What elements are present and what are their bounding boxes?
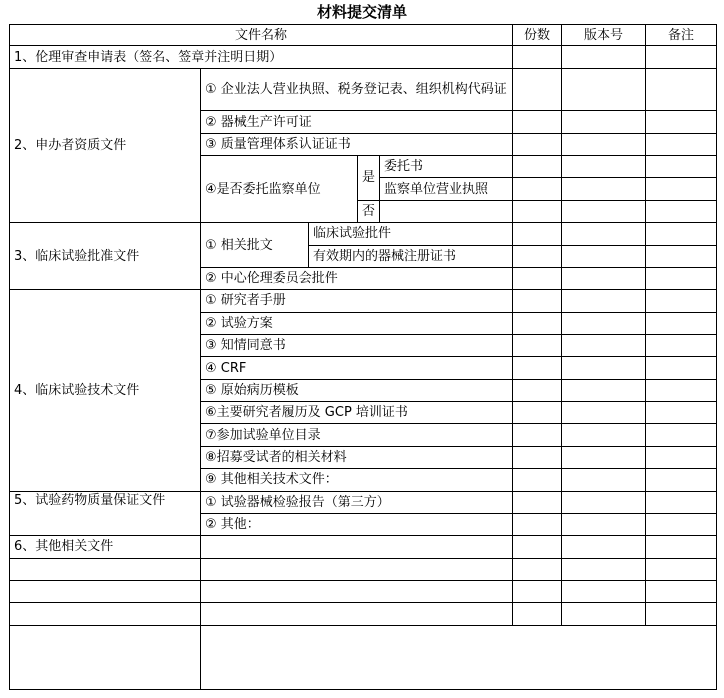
- copies-cell[interactable]: [513, 402, 562, 424]
- blank-cell[interactable]: [201, 536, 513, 558]
- version-cell[interactable]: [562, 357, 646, 379]
- remark-cell[interactable]: [646, 536, 717, 558]
- copies-cell[interactable]: [513, 245, 562, 267]
- blank-cell[interactable]: [201, 580, 513, 602]
- remark-cell[interactable]: [646, 335, 717, 357]
- sec4-item: ⑨ 其他相关技术文件：: [201, 469, 513, 491]
- entrust-label: ④是否委托监察单位: [201, 156, 358, 223]
- sec2-item: ③ 质量管理体系认证证书: [201, 133, 513, 155]
- copies-cell[interactable]: [513, 178, 562, 200]
- blank-cell[interactable]: [10, 558, 201, 580]
- copies-cell[interactable]: [513, 156, 562, 178]
- copies-cell[interactable]: [513, 357, 562, 379]
- version-cell[interactable]: [562, 536, 646, 558]
- version-cell[interactable]: [562, 290, 646, 312]
- remark-cell[interactable]: [646, 491, 717, 513]
- remark-cell[interactable]: [646, 223, 717, 245]
- header-copies: 份数: [513, 25, 562, 46]
- sec5-item: ② 其他：: [201, 513, 513, 535]
- version-cell[interactable]: [562, 335, 646, 357]
- copies-cell[interactable]: [513, 200, 562, 222]
- blank-cell[interactable]: [10, 603, 201, 625]
- header-version: 版本号: [562, 25, 646, 46]
- sec5-item: ① 试验器械检验报告（第三方）: [201, 491, 513, 513]
- ethics-approval: ② 中心伦理委员会批件: [201, 267, 513, 289]
- sec3-label: 3、临床试验批准文件: [10, 223, 201, 290]
- sec2-item: ② 器械生产许可证: [201, 111, 513, 133]
- blank-cell[interactable]: [201, 558, 513, 580]
- copies-cell[interactable]: [513, 111, 562, 133]
- version-cell[interactable]: [562, 603, 646, 625]
- remark-cell[interactable]: [646, 446, 717, 468]
- copies-cell[interactable]: [513, 558, 562, 580]
- sec1-label: 1、伦理审查申请表（签名、签章并注明日期）: [10, 46, 513, 68]
- remark-cell[interactable]: [646, 46, 717, 68]
- sec4-item: ⑦参加试验单位目录: [201, 424, 513, 446]
- entrust-yes-item: 委托书: [380, 156, 513, 178]
- sec4-item: ⑤ 原始病历模板: [201, 379, 513, 401]
- page-title: 材料提交清单: [316, 3, 407, 21]
- remark-cell[interactable]: [646, 357, 717, 379]
- version-cell[interactable]: [562, 379, 646, 401]
- submission-table: [9, 24, 717, 690]
- sec4-item: ③ 知情同意书: [201, 335, 513, 357]
- sec4-item: ② 试验方案: [201, 312, 513, 334]
- blank-cell[interactable]: [10, 580, 201, 602]
- sec4-item: ⑧招募受试者的相关材料: [201, 446, 513, 468]
- entrust-no-item[interactable]: [380, 200, 513, 222]
- sec4-item: ④ CRF: [201, 357, 513, 379]
- version-cell[interactable]: [562, 68, 646, 111]
- version-cell[interactable]: [562, 156, 646, 178]
- remark-cell[interactable]: [646, 379, 717, 401]
- approval-item: 临床试验批件: [309, 223, 513, 245]
- remark-cell[interactable]: [646, 312, 717, 334]
- remark-cell[interactable]: [646, 68, 717, 111]
- copies-cell[interactable]: [513, 335, 562, 357]
- approval-item: 有效期内的器械注册证书: [309, 245, 513, 267]
- remark-cell[interactable]: [646, 245, 717, 267]
- version-cell[interactable]: [562, 424, 646, 446]
- remark-cell[interactable]: [646, 558, 717, 580]
- copies-cell[interactable]: [513, 290, 562, 312]
- copies-cell[interactable]: [513, 68, 562, 111]
- copies-cell[interactable]: [513, 424, 562, 446]
- remark-cell[interactable]: [646, 424, 717, 446]
- blank-cell[interactable]: [10, 625, 201, 689]
- version-cell[interactable]: [562, 46, 646, 68]
- copies-cell[interactable]: [513, 379, 562, 401]
- sec2-label: 2、申办者资质文件: [10, 68, 201, 223]
- version-cell[interactable]: [562, 245, 646, 267]
- entrust-yes-item: 监察单位营业执照: [380, 178, 513, 200]
- copies-cell[interactable]: [513, 267, 562, 289]
- remark-cell[interactable]: [646, 133, 717, 155]
- version-cell[interactable]: [562, 580, 646, 602]
- remark-cell[interactable]: [646, 156, 717, 178]
- version-cell[interactable]: [562, 469, 646, 491]
- version-cell[interactable]: [562, 178, 646, 200]
- version-cell[interactable]: [562, 446, 646, 468]
- blank-cell[interactable]: [201, 603, 513, 625]
- sec4-item: ① 研究者手册: [201, 290, 513, 312]
- sec2-item: ① 企业法人营业执照、税务登记表、组织机构代码证: [201, 68, 513, 111]
- blank-cell[interactable]: [201, 625, 717, 689]
- remark-cell[interactable]: [646, 111, 717, 133]
- version-cell[interactable]: [562, 402, 646, 424]
- remark-cell[interactable]: [646, 290, 717, 312]
- approval-label: ① 相关批文: [201, 223, 309, 268]
- copies-cell[interactable]: [513, 513, 562, 535]
- copies-cell[interactable]: [513, 603, 562, 625]
- remark-cell[interactable]: [646, 513, 717, 535]
- sec4-item: ⑥主要研究者履历及 GCP 培训证书: [201, 402, 513, 424]
- entrust-yes: 是: [358, 156, 380, 201]
- copies-cell[interactable]: [513, 446, 562, 468]
- version-cell[interactable]: [562, 133, 646, 155]
- version-cell[interactable]: [562, 513, 646, 535]
- sec6-label: 6、其他相关文件: [10, 536, 201, 558]
- remark-cell[interactable]: [646, 469, 717, 491]
- version-cell[interactable]: [562, 491, 646, 513]
- copies-cell[interactable]: [513, 46, 562, 68]
- version-cell[interactable]: [562, 223, 646, 245]
- version-cell[interactable]: [562, 111, 646, 133]
- remark-cell[interactable]: [646, 603, 717, 625]
- remark-cell[interactable]: [646, 402, 717, 424]
- copies-cell[interactable]: [513, 580, 562, 602]
- copies-cell[interactable]: [513, 133, 562, 155]
- entrust-no: 否: [358, 200, 380, 222]
- remark-cell[interactable]: [646, 580, 717, 602]
- copies-cell[interactable]: [513, 536, 562, 558]
- header-remark: 备注: [646, 25, 717, 46]
- remark-cell[interactable]: [646, 200, 717, 222]
- remark-cell[interactable]: [646, 267, 717, 289]
- sec5-label: 5、试验药物质量保证文件: [10, 491, 201, 536]
- copies-cell[interactable]: [513, 469, 562, 491]
- version-cell[interactable]: [562, 267, 646, 289]
- remark-cell[interactable]: [646, 178, 717, 200]
- version-cell[interactable]: [562, 558, 646, 580]
- version-cell[interactable]: [562, 200, 646, 222]
- version-cell[interactable]: [562, 312, 646, 334]
- copies-cell[interactable]: [513, 223, 562, 245]
- copies-cell[interactable]: [513, 491, 562, 513]
- sec4-label: 4、临床试验技术文件: [10, 290, 201, 491]
- copies-cell[interactable]: [513, 312, 562, 334]
- header-name: 文件名称: [10, 25, 513, 46]
